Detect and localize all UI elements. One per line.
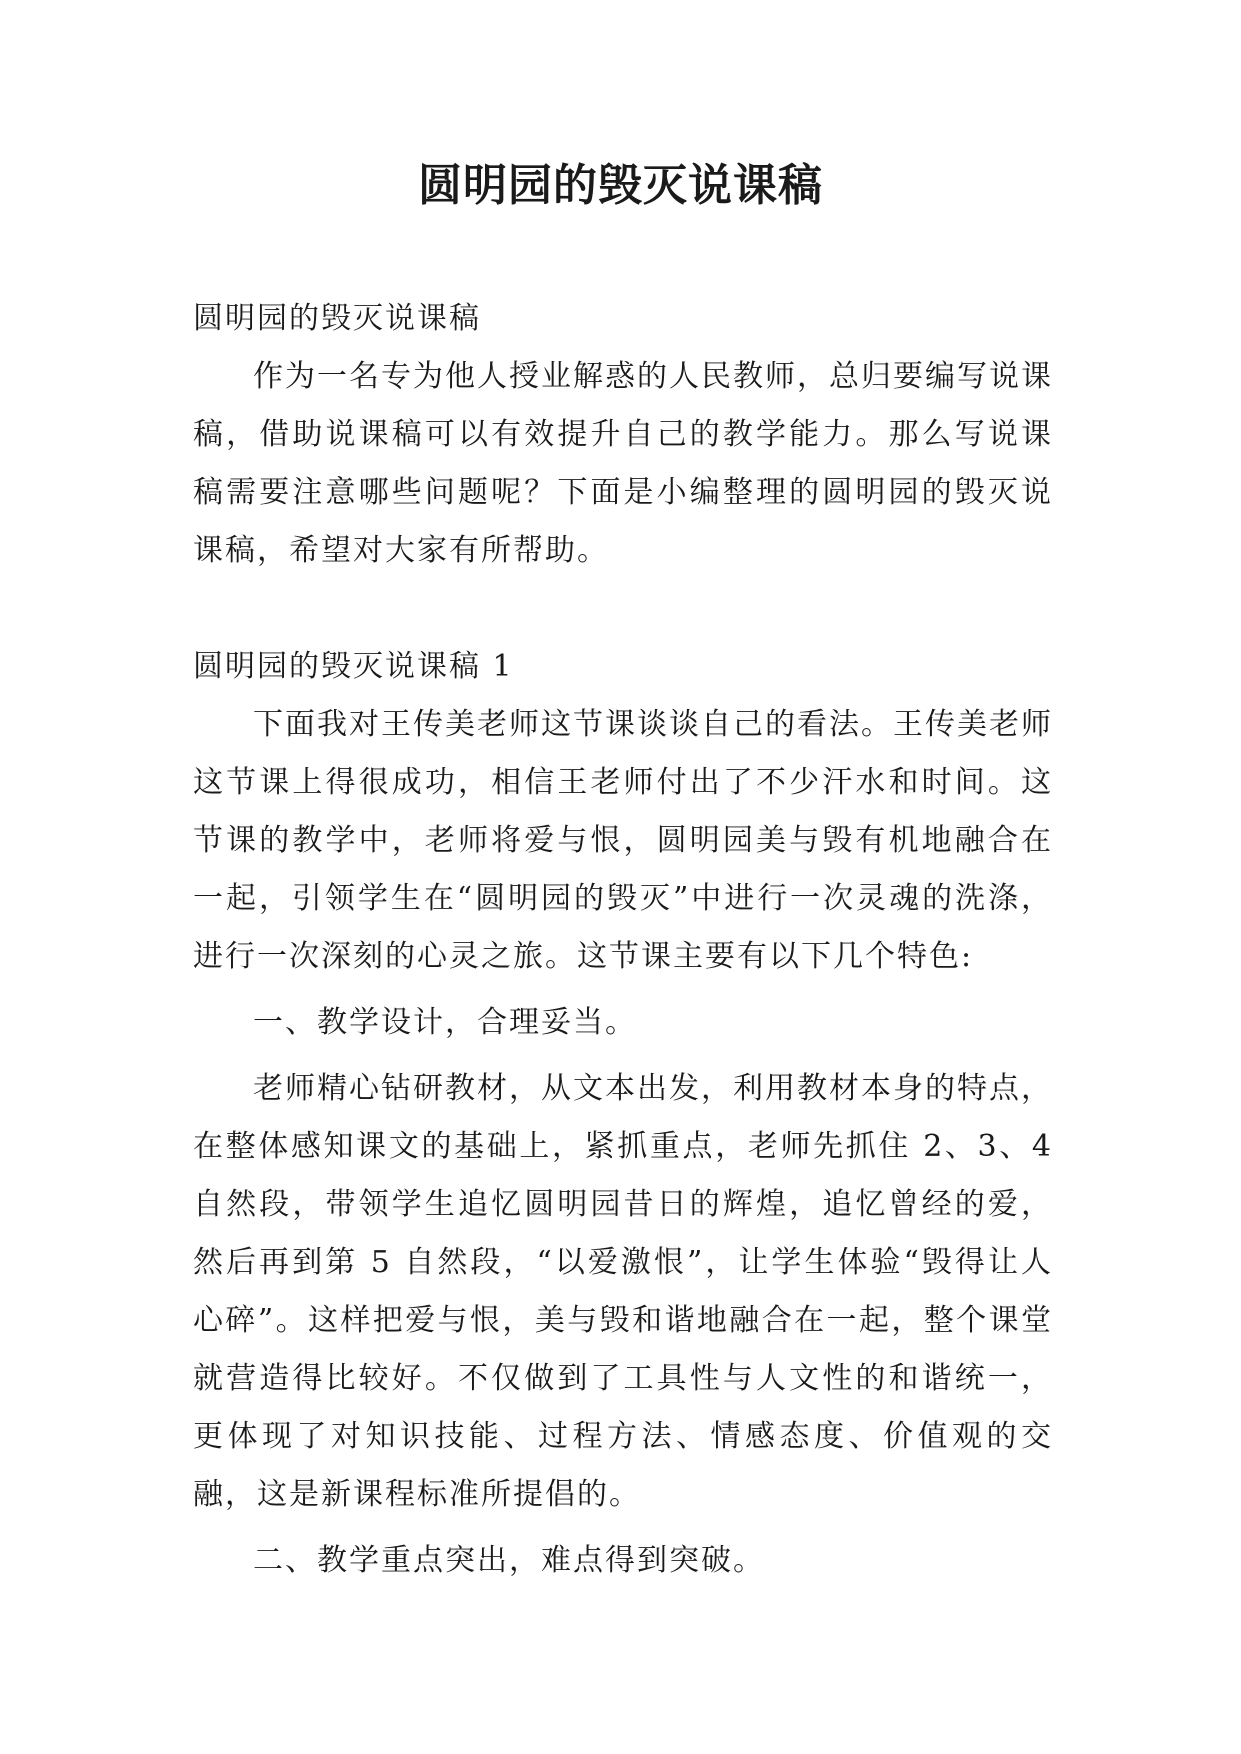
body-paragraph: 下面我对王传美老师这节课谈谈自己的看法。王传美老师这节课上得很成功，相信王老师付出了不少汗水和时间。这节课的教学中，老师将爱与恨，圆明园美与毁有机地融合在一起，引领学生在“圆明园的毁灭”中进行一次灵魂的洗涤，进行一次深刻的心灵之旅。这节课主要有以下几个特色: xyxy=(193,707,1053,974)
point-heading-2: 二、教学重点突出，难点得到突破。 xyxy=(253,1543,765,1578)
body-paragraph: 老师精心钻研教材，从文本出发，利用教材本身的特点，在整体感知课文的基础上，紧抓重点，老师先抓住 2、3、4 自然段，带领学生追忆圆明园昔日的辉煌，追忆曾经的爱，然后再到第 5 自然段，“以爱激恨”，让学生体验“毁得让人心碎”。这样把爱与恨，美与毁和谐地融合在一起，整个课堂就营造得比较好。不仅做到了工具性与人文性的和谐统一，更体现了对知识技能、过程方法、情感态度、价值观的交融，这是新课程标准所提倡的。 xyxy=(193,1071,1053,1512)
intro-paragraph: 作为一名专为他人授业解惑的人民教师，总归要编写说课稿，借助说课稿可以有效提升自己的教学能力。那么写说课稿需要注意哪些问题呢？下面是小编整理的圆明园的毁灭说课稿，希望对大家有所帮助。 xyxy=(193,359,1053,568)
section-heading-1: 圆明园的毁灭说课稿 1 xyxy=(193,649,514,684)
section-heading: 圆明园的毁灭说课稿 xyxy=(193,301,481,336)
document-body xyxy=(193,290,1053,1590)
document-title: 圆明园的毁灭说课稿 xyxy=(418,160,823,211)
point-heading-1: 一、教学设计，合理妥当。 xyxy=(253,1005,637,1040)
